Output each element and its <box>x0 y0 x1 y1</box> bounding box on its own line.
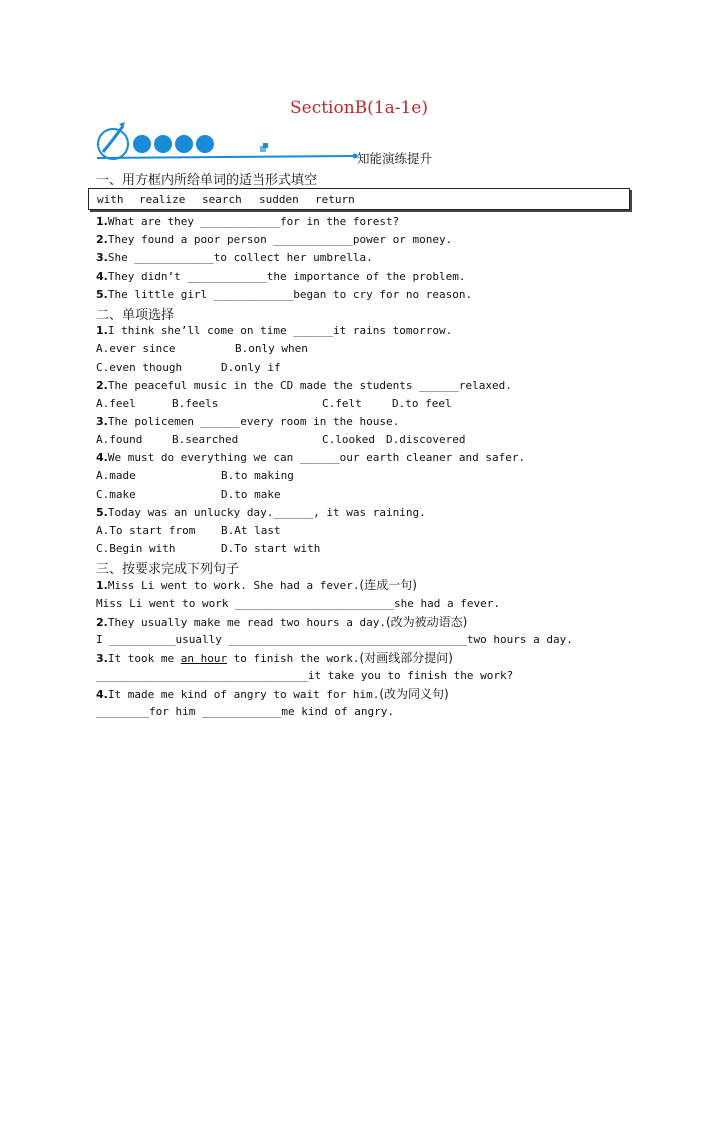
question-item: 4.They didn’t ____________the importance of the problem. <box>96 270 466 283</box>
option: A.feel <box>96 397 136 410</box>
answer-line: ________________________________it take you to finish the work? <box>96 669 514 682</box>
option: B.searched <box>172 433 239 446</box>
option: B.only when <box>235 342 308 355</box>
question-item: 2.They usually make me read two hours a day.(改为被动语态) <box>96 615 468 629</box>
question-item: 2.The peaceful music in the CD made the students ______relaxed. <box>96 379 512 392</box>
section-2-heading: 二、单项选择 <box>96 308 175 323</box>
underlined-phrase: an hour <box>180 652 228 665</box>
page-title: SectionB(1a-1e) <box>289 98 428 118</box>
option: A.found <box>96 433 143 446</box>
option: C.looked <box>322 433 375 446</box>
dot-icon <box>175 135 193 153</box>
question-item: 1.I think she’ll come on time ______it rains tomorrow. <box>96 324 453 337</box>
word: with <box>97 193 124 206</box>
banner-line <box>97 156 355 158</box>
option: B.feels <box>172 397 219 410</box>
option: A.made <box>96 469 136 482</box>
banner-label: 知能演练提升 <box>357 151 433 166</box>
section-1-heading: 一、用方框内所给单词的适当形式填空 <box>96 173 318 188</box>
answer-line: I __________usually ____________________________________two hours a day. <box>96 633 573 646</box>
answer-line: ________for him ____________me kind of angry. <box>96 705 395 718</box>
section-3-heading: 三、按要求完成下列句子 <box>96 562 240 577</box>
question-item: 2.They found a poor person ____________power or money. <box>96 233 453 246</box>
answer-line: Miss Li went to work ________________________she had a fever. <box>96 597 500 610</box>
option: D.discovered <box>386 433 466 446</box>
option: D.only if <box>221 361 281 374</box>
question-item: 1.What are they ____________for in the forest? <box>96 215 400 228</box>
option: D.to make <box>221 488 281 501</box>
option: C.even though <box>96 361 183 374</box>
question-item: 5.Today was an unlucky day.______, it was raining. <box>96 506 426 519</box>
word: search <box>202 193 242 206</box>
option: A.To start from <box>96 524 196 537</box>
question-item: 1.Miss Li went to work. She had a fever.(连成一句) <box>96 578 417 592</box>
option: B.At last <box>221 524 281 537</box>
dot-icon <box>154 135 172 153</box>
option: C.Begin with <box>96 542 176 555</box>
pen-icon <box>98 122 128 159</box>
word: realize <box>139 193 186 206</box>
option: A.ever since <box>96 342 176 355</box>
option: D.to feel <box>392 397 452 410</box>
option: B.to making <box>221 469 294 482</box>
dot-icon <box>196 135 214 153</box>
question-item: 5.The little girl ____________began to cry for no reason. <box>96 288 473 301</box>
question-item: 3.The policemen ______every room in the house. <box>96 415 400 428</box>
word-box <box>88 188 630 210</box>
word: sudden <box>259 193 299 206</box>
dot-icon <box>133 135 151 153</box>
question-item: 3.She ____________to collect her umbrella. <box>96 251 373 264</box>
word: return <box>315 193 355 206</box>
option: D.To start with <box>221 542 321 555</box>
square-icon <box>263 143 268 148</box>
question-item: 4.It made me kind of angry to wait for him.(改为同义句) <box>96 687 449 701</box>
option: C.make <box>96 488 136 501</box>
question-item: 3.It took me an hour to finish the work.(对画线部分提问) <box>96 651 453 665</box>
question-item: 4.We must do everything we can ______our earth cleaner and safer. <box>96 451 526 464</box>
option: C.felt <box>322 397 362 410</box>
